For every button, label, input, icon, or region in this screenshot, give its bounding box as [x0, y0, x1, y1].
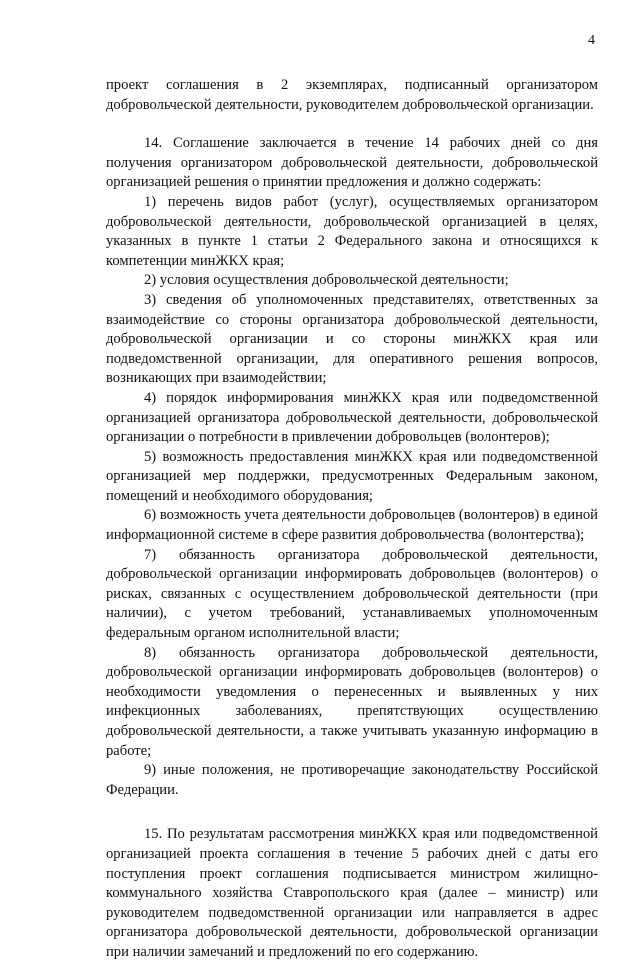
clause-15-paragraph: 15. По результатам рассмотрения минЖКХ края или подведомственной организацией проекта соглашения в течение 5 рабочих дней с даты его поступления проект соглашения подписывается министром жилищно-коммунального хозяйства Ставропольского края (далее – министр) или руководителем подведомственной организации или направляется в адрес организатора добровольческой деятельности, добровольческой организации при наличии замечаний и предложений по его содержанию.	[106, 826, 598, 960]
list-item-8: 8) обязанность организатора добровольческой деятельности, добровольческой организации информировать добровольцев (волонтеров) о необходимости уведомления о перенесенных и выявленных у них инфекционных заболеваниях, препятствующих осуществлению добровольческой деятельности, а также учитывать указанную информацию в работе;	[106, 644, 598, 759]
list-item-9: 9) иные положения, не противоречащие законодательству Российской Федерации.	[106, 762, 598, 798]
list-item-1: 1) перечень видов работ (услуг), осуществляемых организатором добровольческой деятельности, добровольческой организацией в целях, указанных в пункте 1 статьи 2 Федерального закона и относящихся к компетенции минЖКХ края;	[106, 193, 598, 269]
list-item-3: 3) сведения об уполномоченных представителях, ответственных за взаимодействие со стороны организатора добровольческой деятельности, добровольческой организации и со стороны минЖКХ края или подведомственной организации, для оперативного решения вопросов, возникающих при взаимодействии;	[106, 291, 598, 387]
list-item-4: 4) порядок информирования минЖКХ края или подведомственной организацией организатора добровольческой деятельности, добровольческой организации о потребности в привлечении добровольцев (волонтеров);	[106, 389, 598, 446]
list-item-5: 5) возможность предоставления минЖКХ края или подведомственной организацией мер поддержки, предусмотренных Федеральным законом, помещений и необходимого оборудования;	[106, 448, 598, 504]
list-item-7: 7) обязанность организатора добровольческой деятельности, добровольческой организации информировать добровольцев (волонтеров) о рисках, связанных с осуществлением добровольческой деятельности (при наличии), с учетом требований, устанавливаемых уполномоченным федеральным органом исполнительной власти;	[106, 546, 598, 642]
list-item-2: 2) условия осуществления добровольческой деятельности;	[144, 272, 509, 289]
page-number: 4	[588, 33, 595, 48]
document-body	[106, 76, 598, 963]
clause-14-paragraph: 14. Соглашение заключается в течение 14 рабочих дней со дня получения организатором добровольческой деятельности, добровольческой организацией решения о принятии предложения и должно содержать:	[106, 135, 598, 191]
list-item-6: 6) возможность учета деятельности добровольцев (волонтеров) в единой информационной системе в сфере развития добровольчества (волонтерства);	[106, 507, 598, 544]
intro-paragraph: проект соглашения в 2 экземплярах, подписанный организатором добровольческой деятельности, руководителем добровольческой организации.	[106, 77, 598, 113]
